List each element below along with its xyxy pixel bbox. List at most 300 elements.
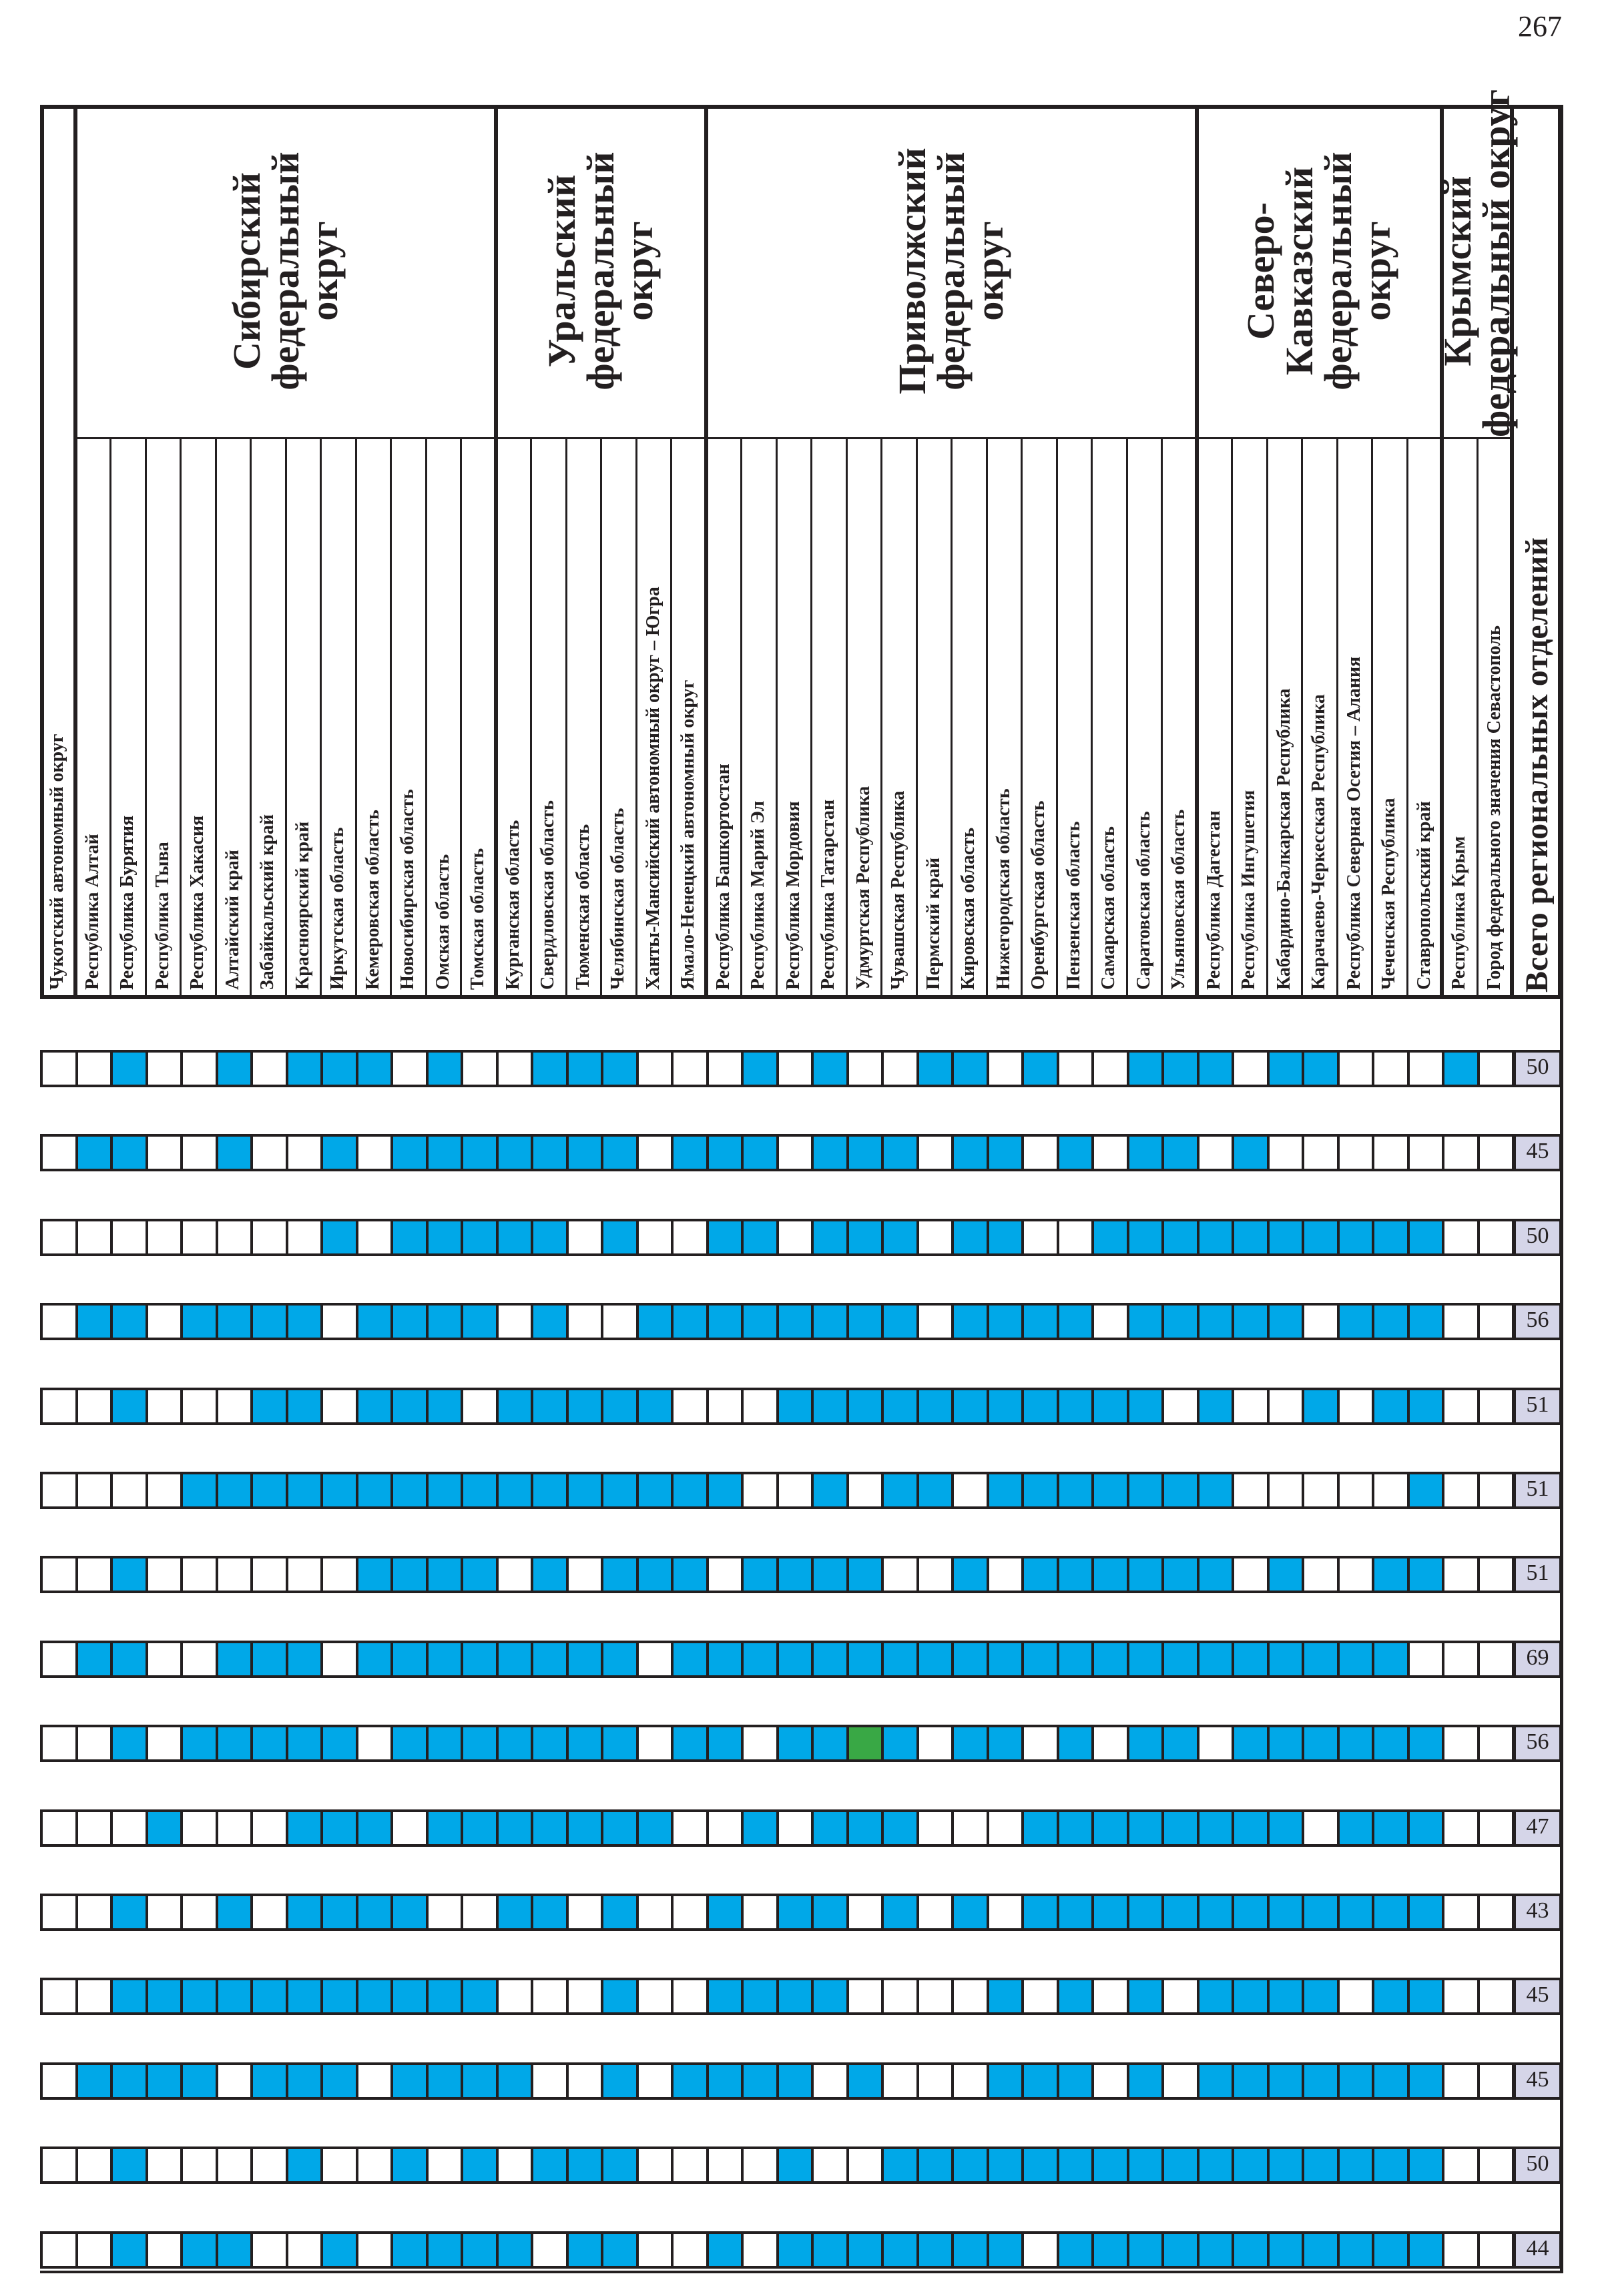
- header-column-line: [215, 437, 217, 999]
- grid-cell: [846, 1472, 884, 1509]
- grid-cell: [250, 1219, 288, 1256]
- grid-cell: [531, 1725, 569, 1762]
- region-label: Чукотский автономный округ: [47, 734, 68, 990]
- grid-cell: [1337, 1556, 1375, 1593]
- grid-cell: [1161, 1894, 1199, 1931]
- grid-cell: [250, 1641, 288, 1678]
- region-label: Республика Хакасия: [187, 815, 208, 990]
- grid-cell: [286, 1556, 324, 1593]
- grid-cell: [1372, 1134, 1410, 1171]
- grid-cell: [1267, 1472, 1305, 1509]
- grid-cell: [1232, 1725, 1270, 1762]
- grid-cell: [636, 2062, 674, 2100]
- grid-cell: [601, 1050, 639, 1087]
- grid-cell: [110, 1388, 148, 1425]
- grid-cell: [1021, 1050, 1059, 1087]
- header-column-line: [73, 105, 77, 999]
- grid-cell: [1442, 1134, 1480, 1171]
- header-column-line: [740, 437, 742, 999]
- region-label: Курганская область: [502, 820, 523, 990]
- grid-cell: [1267, 2231, 1305, 2269]
- header-column-line: [1126, 437, 1128, 999]
- grid-cell: [1477, 1725, 1515, 1762]
- grid-cell: [811, 1556, 849, 1593]
- district-label-line: Приволжский: [890, 148, 934, 394]
- grid-cell: [320, 1050, 358, 1087]
- grid-cell: [1127, 1894, 1165, 1931]
- grid-cell: [146, 1472, 184, 1509]
- grid-cell: [636, 1303, 674, 1340]
- header-column-line: [704, 105, 708, 999]
- grid-cell: [1302, 2146, 1340, 2184]
- grid-cell: [1477, 1641, 1515, 1678]
- grid-cell: [951, 1219, 989, 1256]
- grid-cell: [1442, 1472, 1480, 1509]
- grid-cell: [881, 2231, 919, 2269]
- grid-cell: [180, 1219, 218, 1256]
- grid-cell: [110, 1556, 148, 1593]
- grid-cell: [146, 1134, 184, 1171]
- grid-cell: [881, 1303, 919, 1340]
- region-label: Республика Тыва: [152, 842, 173, 990]
- grid-cell: [881, 1472, 919, 1509]
- grid-cell: [1057, 1809, 1095, 1847]
- grid-cell: [356, 2146, 394, 2184]
- grid-cell: [566, 1556, 604, 1593]
- region-label: Ямало-Ненецкий автономный округ: [678, 679, 699, 990]
- grid-cell: [320, 2062, 358, 2100]
- grid-cell: [1372, 2146, 1410, 2184]
- grid-cell: [776, 2146, 814, 2184]
- grid-cell: [1407, 1219, 1445, 1256]
- grid-cell: [951, 1809, 989, 1847]
- grid-cell: [1161, 1809, 1199, 1847]
- region-label: Карачаево-Черкесская Республика: [1308, 694, 1330, 990]
- grid-cell: [1302, 1894, 1340, 1931]
- grid-cell: [1057, 1725, 1095, 1762]
- grid-cell: [566, 1134, 604, 1171]
- grid-cell: [426, 1641, 464, 1678]
- grid-cell: [706, 1894, 744, 1931]
- grid-cell: [1161, 2231, 1199, 2269]
- grid-cell: [461, 1725, 499, 1762]
- grid-cell: [1197, 1134, 1235, 1171]
- grid-cell: [250, 1472, 288, 1509]
- grid-cell: [671, 1556, 709, 1593]
- grid-cell: [1267, 2146, 1305, 2184]
- row-total: 45: [1513, 1978, 1562, 2015]
- grid-cell: [110, 1472, 148, 1509]
- grid-cell: [811, 2146, 849, 2184]
- grid-cell: [1302, 1978, 1340, 2015]
- grid-cell: [636, 1725, 674, 1762]
- grid-cell: [180, 1134, 218, 1171]
- grid-cell: [1091, 2062, 1129, 2100]
- grid-cell: [146, 1388, 184, 1425]
- grid-cell: [1477, 1472, 1515, 1509]
- grid-cell: [846, 1050, 884, 1087]
- grid-cell: [601, 1978, 639, 2015]
- grid-cell: [180, 1809, 218, 1847]
- district-label-line: Кавказский: [1278, 166, 1322, 376]
- grid-cell: [250, 2146, 288, 2184]
- district-label: [890, 105, 1011, 437]
- grid-cell: [426, 1134, 464, 1171]
- grid-cell: [180, 1303, 218, 1340]
- grid-cell: [110, 1809, 148, 1847]
- grid-cell: [461, 1809, 499, 1847]
- row-total: 51: [1513, 1388, 1562, 1425]
- header-column-line: [810, 437, 812, 999]
- region-label: Республика Крым: [1448, 836, 1470, 990]
- grid-cell: [951, 1050, 989, 1087]
- grid-cell: [496, 1556, 534, 1593]
- grid-cell: [846, 1809, 884, 1847]
- header-column-line: [390, 437, 392, 999]
- region-label: Саратовская область: [1133, 811, 1154, 990]
- grid-cell: [216, 1894, 254, 1931]
- grid-cell: [951, 2231, 989, 2269]
- grid-cell: [1091, 1978, 1129, 2015]
- grid-cell: [566, 1050, 604, 1087]
- grid-cell: [356, 1556, 394, 1593]
- header-column-line: [1406, 437, 1408, 999]
- grid-cell: [1372, 1303, 1410, 1340]
- grid-cell: [390, 2231, 429, 2269]
- grid-cell: [916, 1050, 955, 1087]
- grid-cell: [1477, 1556, 1515, 1593]
- grid-cell: [1442, 1388, 1480, 1425]
- grid-cell: [1127, 1219, 1165, 1256]
- grid-cell: [671, 1134, 709, 1171]
- grid-cell: [286, 1303, 324, 1340]
- region-label: Самарская область: [1098, 826, 1119, 990]
- header-column-line: [180, 437, 182, 999]
- right-rule: [1560, 105, 1563, 2273]
- grid-cell: [180, 1641, 218, 1678]
- grid-cell: [776, 1134, 814, 1171]
- grid-cell: [951, 1894, 989, 1931]
- header-column-line: [670, 437, 672, 999]
- grid-cell: [741, 1050, 779, 1087]
- header-column-line: [776, 437, 778, 999]
- grid-cell: [566, 2146, 604, 2184]
- grid-cell: [1407, 2146, 1445, 2184]
- grid-cell: [951, 1303, 989, 1340]
- grid-cell: [180, 1388, 218, 1425]
- grid-cell: [671, 1388, 709, 1425]
- grid-cell: [846, 1303, 884, 1340]
- grid-cell: [636, 1388, 674, 1425]
- grid-cell: [320, 1556, 358, 1593]
- grid-cell: [776, 1725, 814, 1762]
- grid-cell: [146, 1050, 184, 1087]
- grid-cell: [776, 1809, 814, 1847]
- header-column-line: [1301, 437, 1303, 999]
- grid-cell: [1407, 2062, 1445, 2100]
- grid-cell: [1021, 1303, 1059, 1340]
- grid-cell: [566, 1894, 604, 1931]
- grid-cell: [356, 1134, 394, 1171]
- grid-cell: [951, 1134, 989, 1171]
- grid-cell: [916, 1725, 955, 1762]
- header-column-line: [880, 437, 882, 999]
- grid-cell: [846, 2231, 884, 2269]
- grid-cell: [636, 1556, 674, 1593]
- grid-cell: [216, 1725, 254, 1762]
- grid-cell: [811, 1219, 849, 1256]
- grid-cell: [40, 1556, 78, 1593]
- region-label: Забайкальский край: [257, 814, 278, 990]
- grid-cell: [75, 1303, 113, 1340]
- grid-cell: [916, 1219, 955, 1256]
- grid-cell: [531, 1472, 569, 1509]
- grid-cell: [741, 1809, 779, 1847]
- grid-cell: [706, 1388, 744, 1425]
- grid-cell: [846, 1556, 884, 1593]
- grid-cell: [40, 2146, 78, 2184]
- grid-cell: [811, 1894, 849, 1931]
- grid-cell: [1197, 2062, 1235, 2100]
- grid-cell: [1337, 1134, 1375, 1171]
- grid-cell: [1477, 1134, 1515, 1171]
- region-label: Ханты-Мансийский автономный округ – Югра: [642, 587, 663, 990]
- row-total: 50: [1513, 1050, 1562, 1087]
- grid-cell: [180, 1894, 218, 1931]
- grid-cell: [811, 1388, 849, 1425]
- grid-cell: [426, 2231, 464, 2269]
- grid-cell: [706, 1050, 744, 1087]
- grid-cell: [1442, 1809, 1480, 1847]
- grid-cell: [1057, 2062, 1095, 2100]
- grid-cell: [1267, 1303, 1305, 1340]
- grid-cell: [1197, 1556, 1235, 1593]
- grid-cell: [1197, 1894, 1235, 1931]
- grid-cell: [75, 1219, 113, 1256]
- grid-cell: [1197, 2231, 1235, 2269]
- region-label: Республика Марий Эл: [748, 800, 769, 990]
- grid-cell: [566, 1472, 604, 1509]
- region-label: Челябинская область: [607, 808, 629, 990]
- grid-cell: [180, 2062, 218, 2100]
- grid-cell: [531, 1894, 569, 1931]
- grid-cell: [881, 1894, 919, 1931]
- grid-cell: [671, 1641, 709, 1678]
- grid-cell: [987, 1641, 1025, 1678]
- grid-cell: [1057, 1303, 1095, 1340]
- district-label: [1239, 105, 1399, 437]
- grid-cell: [916, 1641, 955, 1678]
- grid-cell: [40, 1472, 78, 1509]
- grid-cell: [531, 1303, 569, 1340]
- grid-cell: [356, 1388, 394, 1425]
- grid-cell: [1337, 1978, 1375, 2015]
- grid-cell: [1407, 1050, 1445, 1087]
- grid-cell: [1091, 1641, 1129, 1678]
- grid-cell: [531, 1388, 569, 1425]
- grid-cell: [216, 2146, 254, 2184]
- grid-cell: [146, 1303, 184, 1340]
- grid-cell: [390, 1641, 429, 1678]
- grid-cell: [250, 2062, 288, 2100]
- grid-cell: [1127, 1809, 1165, 1847]
- grid-cell: [601, 1134, 639, 1171]
- grid-cell: [1127, 2146, 1165, 2184]
- grid-cell: [531, 2062, 569, 2100]
- grid-cell: [496, 1978, 534, 2015]
- header-column-line: [951, 437, 953, 999]
- grid-cell: [426, 1219, 464, 1256]
- grid-cell: [671, 1472, 709, 1509]
- grid-cell: [390, 1978, 429, 2015]
- grid-cell: [1407, 1472, 1445, 1509]
- grid-cell: [426, 1556, 464, 1593]
- region-label: Кемеровская область: [362, 810, 383, 990]
- grid-cell: [846, 1978, 884, 2015]
- grid-cell: [110, 1641, 148, 1678]
- grid-cell: [75, 1978, 113, 2015]
- grid-cell: [390, 1388, 429, 1425]
- grid-cell: [741, 2146, 779, 2184]
- grid-cell: [1232, 1809, 1270, 1847]
- grid-cell: [1021, 1134, 1059, 1171]
- grid-cell: [776, 1050, 814, 1087]
- grid-cell: [1372, 2231, 1410, 2269]
- grid-cell: [1161, 1388, 1199, 1425]
- grid-cell: [390, 1303, 429, 1340]
- header-column-line: [846, 437, 848, 999]
- grid-cell: [496, 1303, 534, 1340]
- grid-cell: [776, 1219, 814, 1256]
- grid-cell: [1302, 1134, 1340, 1171]
- grid-cell: [40, 2062, 78, 2100]
- grid-cell: [1337, 1303, 1375, 1340]
- grid-cell: [1302, 1303, 1340, 1340]
- region-label: Республика Северная Осетия – Алания: [1343, 656, 1364, 990]
- grid-cell: [1477, 1978, 1515, 2015]
- header-column-line: [1091, 437, 1093, 999]
- grid-cell: [1372, 1725, 1410, 1762]
- grid-cell: [1161, 1725, 1199, 1762]
- grid-cell: [1267, 1809, 1305, 1847]
- grid-cell: [461, 1641, 499, 1678]
- grid-cell: [180, 1050, 218, 1087]
- grid-cell: [286, 1388, 324, 1425]
- grid-cell: [1127, 1641, 1165, 1678]
- grid-cell: [1442, 1050, 1480, 1087]
- grid-cell: [250, 2231, 288, 2269]
- grid-cell: [250, 1556, 288, 1593]
- header-column-line: [1371, 437, 1373, 999]
- grid-cell: [846, 1894, 884, 1931]
- grid-cell: [1057, 1641, 1095, 1678]
- region-label: Кировская область: [958, 827, 979, 990]
- grid-cell: [706, 1809, 744, 1847]
- grid-cell: [1057, 2146, 1095, 2184]
- grid-cell: [1057, 1134, 1095, 1171]
- grid-cell: [811, 1978, 849, 2015]
- grid-cell: [1372, 2062, 1410, 2100]
- grid-cell: [1161, 1050, 1199, 1087]
- grid-cell: [1372, 1556, 1410, 1593]
- grid-cell: [987, 1556, 1025, 1593]
- row-total: 47: [1513, 1809, 1562, 1847]
- grid-cell: [146, 1641, 184, 1678]
- grid-cell: [1337, 2062, 1375, 2100]
- grid-cell: [1197, 1978, 1235, 2015]
- region-label: Пермский край: [922, 857, 944, 990]
- bottom-rule: [40, 2271, 1562, 2273]
- grid-cell: [1057, 1978, 1095, 2015]
- grid-cell: [75, 2231, 113, 2269]
- grid-cell: [320, 1894, 358, 1931]
- grid-cell: [1442, 1303, 1480, 1340]
- grid-cell: [75, 2146, 113, 2184]
- grid-cell: [1127, 2062, 1165, 2100]
- row-total: 50: [1513, 2146, 1562, 2184]
- district-label-line: федеральный: [1316, 152, 1360, 390]
- grid-cell: [776, 2062, 814, 2100]
- grid-cell: [1021, 1809, 1059, 1847]
- grid-cell: [671, 2062, 709, 2100]
- grid-cell: [916, 1472, 955, 1509]
- grid-cell: [846, 1388, 884, 1425]
- grid-cell: [706, 2146, 744, 2184]
- grid-cell: [1337, 1050, 1375, 1087]
- grid-cell: [461, 1472, 499, 1509]
- grid-cell: [1442, 2231, 1480, 2269]
- grid-cell: [250, 1303, 288, 1340]
- grid-cell: [110, 1894, 148, 1931]
- grid-cell: [811, 1472, 849, 1509]
- grid-cell: [1161, 1641, 1199, 1678]
- grid-cell: [216, 2231, 254, 2269]
- grid-cell: [531, 1556, 569, 1593]
- grid-cell: [356, 1050, 394, 1087]
- grid-cell: [320, 2146, 358, 2184]
- grid-cell: [40, 2231, 78, 2269]
- grid-cell: [216, 1219, 254, 1256]
- grid-cell: [741, 2231, 779, 2269]
- grid-cell: [426, 1472, 464, 1509]
- grid-cell: [390, 1050, 429, 1087]
- grid-cell: [881, 2062, 919, 2100]
- grid-cell: [916, 1894, 955, 1931]
- grid-cell: [496, 2146, 534, 2184]
- grid-cell: [110, 2231, 148, 2269]
- grid-cell: [216, 1472, 254, 1509]
- grid-cell: [671, 1725, 709, 1762]
- grid-cell: [320, 1978, 358, 2015]
- grid-cell: [1442, 1641, 1480, 1678]
- grid-cell: [1267, 1978, 1305, 2015]
- grid-cell: [1477, 1303, 1515, 1340]
- grid-cell: [146, 1556, 184, 1593]
- grid-cell: [1302, 1556, 1340, 1593]
- grid-cell: [636, 1219, 674, 1256]
- grid-cell: [601, 2231, 639, 2269]
- grid-cell: [1477, 1219, 1515, 1256]
- grid-cell: [426, 1894, 464, 1931]
- grid-cell: [1161, 1978, 1199, 2015]
- grid-cell: [1407, 1725, 1445, 1762]
- grid-cell: [110, 1303, 148, 1340]
- grid-cell: [1232, 1978, 1270, 2015]
- grid-cell: [461, 1894, 499, 1931]
- grid-cell: [776, 1472, 814, 1509]
- grid-cell: [566, 2062, 604, 2100]
- grid-cell: [916, 1556, 955, 1593]
